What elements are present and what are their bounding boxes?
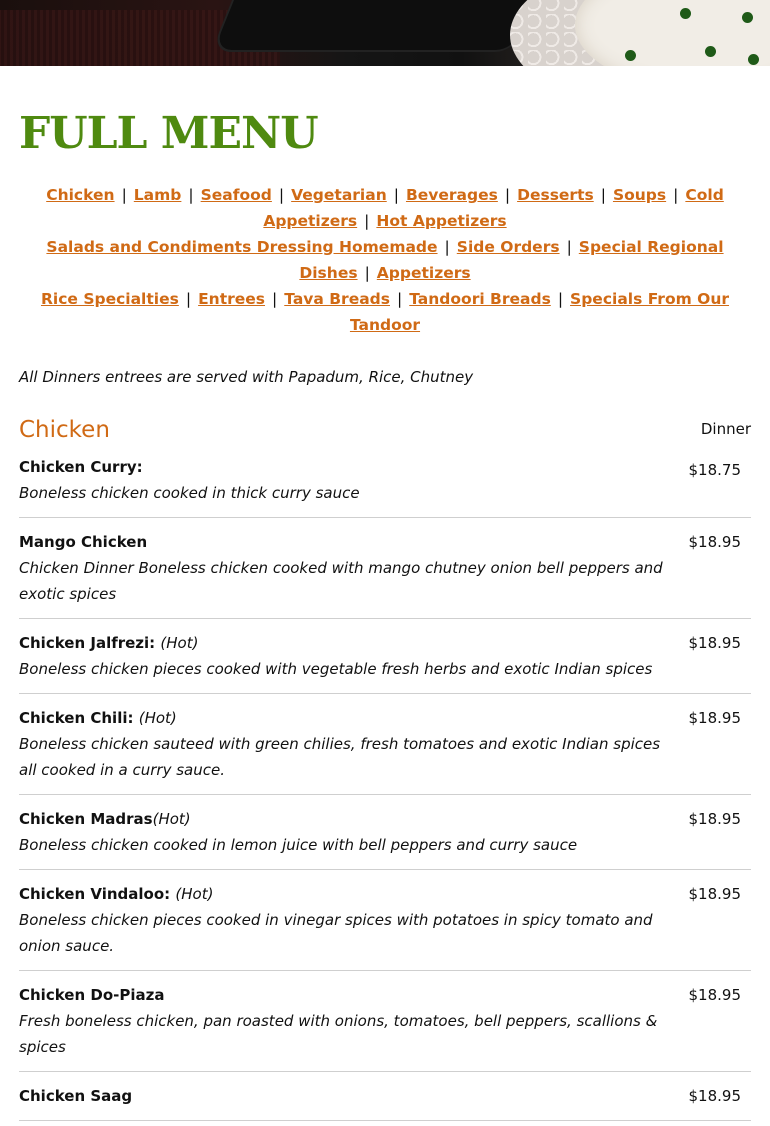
item-description: Fresh boneless chicken, pan roasted with onions, tomatoes, bell peppers, scallions & spices [19,1012,658,1056]
item-name: Chicken Vindaloo: [19,885,171,903]
menu-item [19,971,751,1072]
item-name: Chicken Curry: [19,458,143,476]
menu-item [19,446,751,518]
item-heat-tag: (Hot) [175,885,214,903]
menu-item [19,795,751,870]
item-heat-tag: (Hot) [160,634,199,652]
nav-link-side-orders[interactable]: Side Orders [456,238,560,256]
item-name: Chicken Do-Piaza [19,986,165,1004]
item-price: $18.95 [688,1087,741,1105]
item-name: Chicken Jalfrezi: [19,634,156,652]
nav-link-cold-appetizers[interactable]: Cold Appetizers [263,186,724,230]
section-header [19,414,751,446]
nav-link-desserts[interactable]: Desserts [517,186,594,204]
item-description: Boneless chicken cooked in lemon juice with bell peppers and curry sauce [19,836,578,854]
item-name: Chicken Saag [19,1087,133,1105]
hero-plate [214,0,546,50]
nav-link-specials-tandoor[interactable]: Specials From Our Tandoor [349,290,730,334]
item-heat-tag: (Hot) [138,709,177,727]
item-name: Chicken Madras [19,810,153,828]
hero-pea [705,46,716,57]
item-description: Chicken Dinner Boneless chicken cooked with mango chutney onion bell peppers and exotic spices [19,559,663,603]
price-column-label: Dinner [700,420,751,438]
hero-pea [742,12,753,23]
menu-item [19,518,751,619]
hero-image [0,0,770,66]
hero-pea [625,50,636,61]
dinner-note: All Dinners entrees are served with Papadum, Rice, Chutney [19,368,474,386]
nav-link-seafood[interactable]: Seafood [200,186,272,204]
item-name: Chicken Chili: [19,709,134,727]
item-name: Mango Chicken [19,533,148,551]
item-price: $18.95 [688,634,741,652]
item-price: $18.75 [688,461,741,479]
item-description: Boneless chicken cooked in thick curry sauce [19,484,360,502]
item-description: Boneless chicken pieces cooked in vinegar spices with potatoes in spicy tomato and onion sauce. [19,911,653,955]
nav-link-appetizers[interactable]: Appetizers [376,264,471,282]
item-heat-tag: (Hot) [152,810,191,828]
nav-link-soups[interactable]: Soups [612,186,667,204]
hero-pea [748,54,759,65]
section-title: Chicken [19,417,110,443]
nav-link-rice-specialties[interactable]: Rice Specialties [40,290,179,308]
nav-link-vegetarian[interactable]: Vegetarian [291,186,387,204]
item-description: Boneless chicken pieces cooked with vegetable fresh herbs and exotic Indian spices [19,660,653,678]
item-price: $18.95 [688,810,741,828]
nav-link-salads-condiments[interactable]: Salads and Condiments Dressing Homemade [46,238,438,256]
nav-link-tava-breads[interactable]: Tava Breads [284,290,390,308]
menu-item-list [19,446,751,1121]
hero-pea [680,8,691,19]
hero-rice [575,0,770,66]
item-price: $18.95 [688,986,741,1004]
nav-link-beverages[interactable]: Beverages [405,186,498,204]
nav-link-lamb[interactable]: Lamb [133,186,182,204]
nav-link-special-regional[interactable]: Special Regional Dishes [299,238,724,282]
nav-link-entrees[interactable]: Entrees [198,290,266,308]
nav-link-tandoori-breads[interactable]: Tandoori Breads [409,290,551,308]
item-price: $18.95 [688,709,741,727]
page-title: FULL MENU [19,108,318,159]
category-nav: Chicken | Lamb | Seafood | Vegetarian | Beverages | Desserts | Soups | Cold Appetizers | Hot Appetizers Salads and Condiments Dressing Homemade | Side Orders | Special Regional Dishes | Appetizers Rice Specialties | Entrees | Tava Breads | Tandoori Breads | Specials From Our Tandoor [40,186,730,334]
nav-link-chicken[interactable]: Chicken [46,186,115,204]
item-price: $18.95 [688,533,741,551]
nav-link-hot-appetizers[interactable]: Hot Appetizers [376,212,507,230]
menu-item [19,1072,751,1121]
menu-content [0,110,770,1121]
item-price: $18.95 [688,885,741,903]
menu-item [19,870,751,971]
menu-item [19,619,751,694]
item-description: Boneless chicken sauteed with green chilies, fresh tomatoes and exotic Indian spices all cooked in a curry sauce. [19,735,661,779]
menu-item [19,694,751,795]
